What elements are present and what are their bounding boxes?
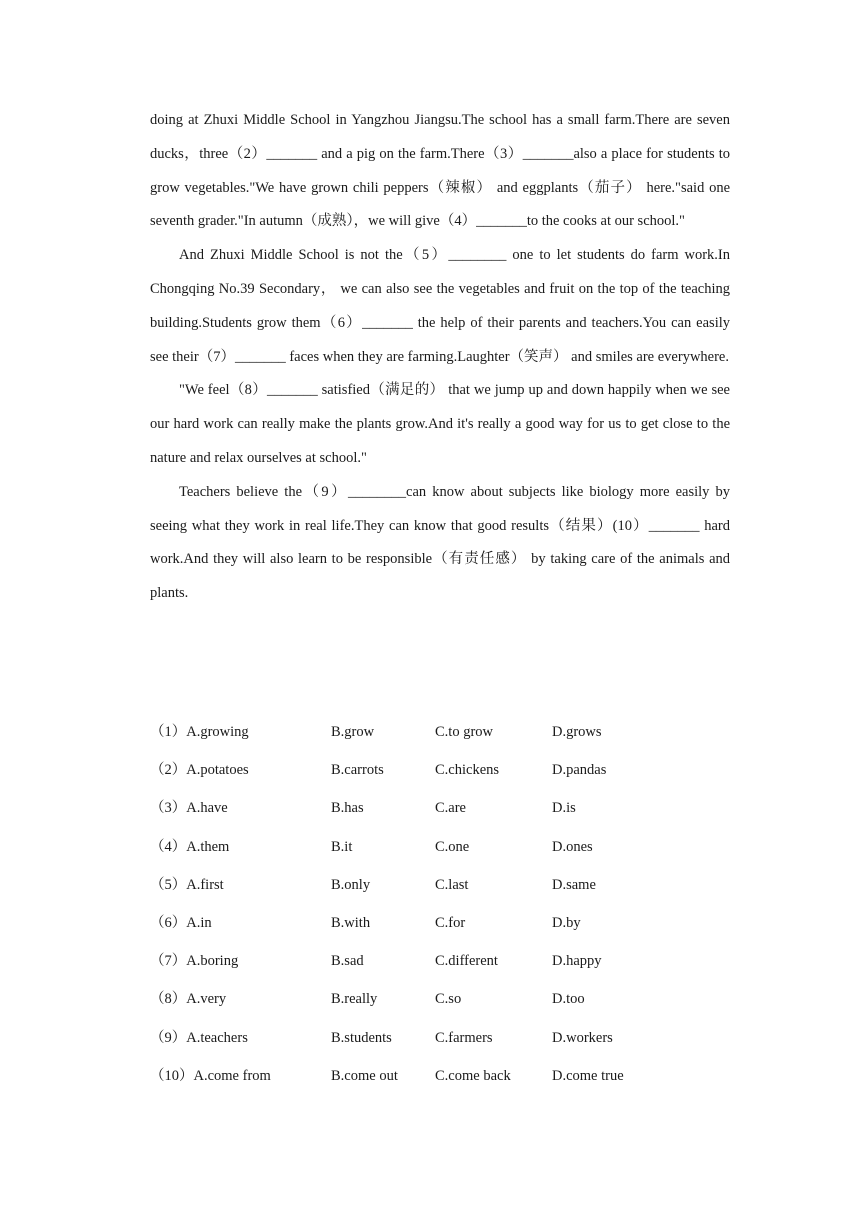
option-b: B.carrots [331,762,384,779]
option-d: D.by [552,914,581,931]
option-d: D.ones [552,838,593,855]
option-b: B.has [331,800,364,817]
option-a: （5）A.first [150,876,224,893]
option-d: D.too [552,991,585,1008]
option-a: （3）A.have [150,800,228,817]
option-c: C.so [435,991,462,1008]
option-a: （6）A.in [150,914,212,931]
question-row [150,981,730,1019]
option-d: D.same [552,876,596,893]
option-b: B.with [331,914,371,931]
option-a: （7）A.boring [150,953,239,970]
option-d: D.pandas [552,762,607,779]
option-c: C.last [435,876,469,893]
option-c: C.are [435,800,466,817]
option-a: （10）A.come from [150,1067,271,1084]
question-row [150,1058,730,1096]
option-a: （1）A.growing [150,724,249,740]
option-c: C.chickens [435,762,500,779]
passage-paragraph-2: And Zhuxi Middle School is not the（5）________ one to let students do farm work.In Chongqing No.39 Secondary， we can also see the vegetables and fruit on the top of the teaching building.Students grow them（6）_______ the help of their parents and teachers.You can easily see their（7）_______ faces when they are farming.Laughter（笑声） and smiles are everywhere. [150,247,730,365]
question-row [150,829,730,867]
option-d: D.happy [552,953,602,970]
passage-paragraph-4: Teachers believe the（9）________can know about subjects like biology more easily by seeing what they work in real life.They can know that good results（结果）(10）_______ hard work.And they will also learn to be responsible（有责任感） by taking care of the animals and plants. [150,483,730,602]
option-c: C.come back [435,1067,511,1084]
option-d: D.workers [552,1029,613,1046]
option-b: B.really [331,991,378,1008]
option-c: C.to grow [435,724,493,740]
question-row [150,943,730,981]
option-c: C.one [435,838,470,855]
option-a: （2）A.potatoes [150,762,249,779]
option-c: C.different [435,953,498,970]
option-b: B.grow [331,724,375,740]
option-b: B.students [331,1029,392,1046]
question-row [150,1020,730,1058]
question-row [150,714,730,752]
question-row [150,752,730,790]
option-a: （8）A.very [150,991,227,1008]
option-b: B.come out [331,1067,398,1084]
question-row [150,905,730,943]
option-d: D.grows [552,724,602,740]
option-d: D.is [552,800,576,817]
question-row [150,790,730,828]
option-b: B.it [331,838,353,855]
passage-paragraph-3: "We feel（8）_______ satisfied（满足的） that we jump up and down happily when we see our hard work can really make the plants grow.And it's really a good way for us to get close to the nature and relax ourselves at school." [150,382,730,466]
passage-paragraph-1: doing at Zhuxi Middle School in Yangzhou Jiangsu.The school has a small farm.There are seven ducks，three（2）_______ and a pig on the farm.There（3）_______also a place for students to grow vegetables."We have grown chili peppers（辣椒） and eggplants（茄子） here."said one seventh grader."In autumn（成熟），we will give（4）_______to the cooks at our school." [150,112,730,230]
reading-passage [150,104,730,611]
option-c: C.for [435,914,466,931]
option-b: B.only [331,876,371,893]
option-b: B.sad [331,953,364,970]
question-row [150,867,730,905]
option-a: （4）A.them [150,838,230,855]
answer-options [150,714,730,1096]
option-a: （9）A.teachers [150,1029,248,1046]
option-d: D.come true [552,1067,624,1084]
option-c: C.farmers [435,1029,493,1046]
